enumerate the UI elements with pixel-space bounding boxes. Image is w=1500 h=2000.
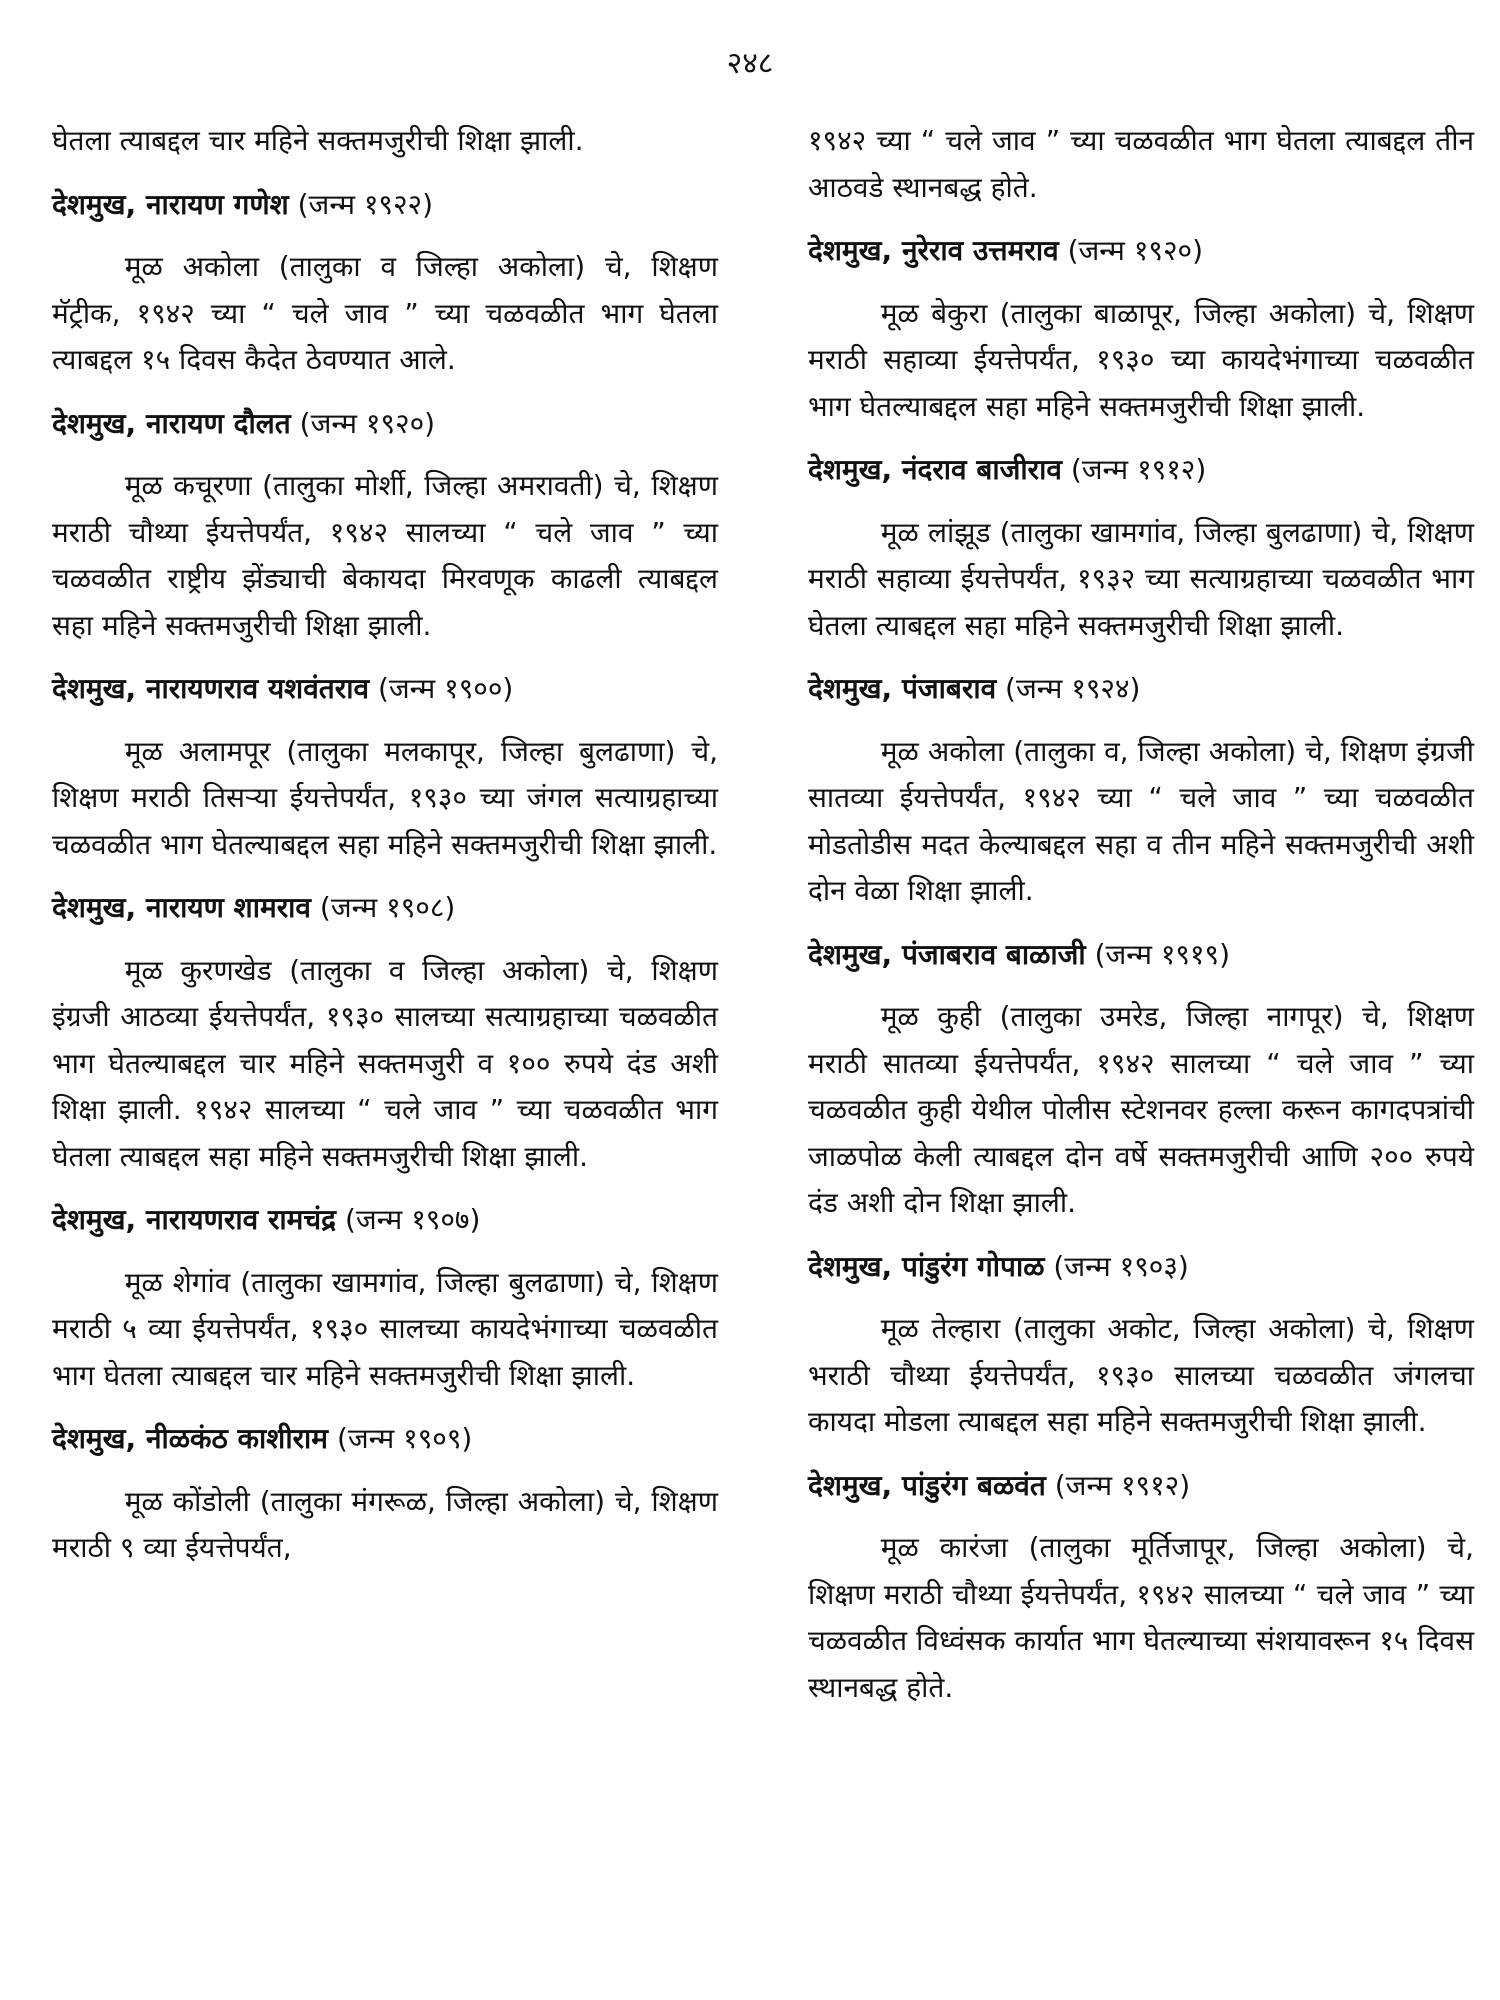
entry-name: देशमुख, नुरेराव उत्तमराव bbox=[808, 234, 1059, 267]
entry-birth: (जन्म १९२४) bbox=[1005, 672, 1141, 705]
entry-name: देशमुख, नारायण शामराव bbox=[52, 891, 311, 924]
entry-heading bbox=[52, 666, 718, 713]
left-column bbox=[52, 118, 718, 1572]
entry-birth: (जन्म १९०८) bbox=[319, 891, 456, 924]
right-column bbox=[808, 118, 1474, 1711]
entry-name: देशमुख, पंजाबराव बाळाजी bbox=[808, 937, 1086, 971]
entry-text: मूळ कोंडोली (तालुका मंगरूळ, जिल्हा अकोला) चे, शिक्षण मराठी ९ व्या ईयत्तेपर्यंत, bbox=[52, 1484, 718, 1564]
entry-text: मूळ तेल्हारा (तालुका अकोट, जिल्हा अकोला) चे, शिक्षण भराठी चौथ्या ईयत्तेपर्यंत, १९३० सालच्या चळवळीत जंगलचा कायदा मोडला त्याबद्दल सहा महिने सक्तमजुरीची शिक्षा झाली. bbox=[808, 1312, 1474, 1438]
entry-heading bbox=[808, 1244, 1474, 1291]
entry-name: देशमुख, नीळकंठ काशीराम bbox=[52, 1422, 329, 1455]
entry-text: मूळ अकोला (तालुका व, जिल्हा अकोला) चे, शिक्षण इंग्रजी सातव्या ईयत्तेपर्यंत, १९४२ च्या “ चले जाव ” च्या चळवळीत मोडतोडीस मदत केल्याबद्दल सहा व तीन महिने सक्तमजुरीची अशी दोन वेळा शिक्षा झाली. bbox=[808, 734, 1474, 907]
entry-birth: (जन्म १९२२) bbox=[297, 187, 434, 221]
entry-heading bbox=[52, 1416, 718, 1463]
entry-heading bbox=[52, 885, 718, 932]
entry-text: मूळ अकोला (तालुका व जिल्हा अकोला) चे, शिक्षण मॅट्रीक, १९४२ च्या “ चले जाव ” च्या चळवळीत भाग घेतला त्याबद्दल १५ दिवस कैदेत ठेवण्यात आले. bbox=[52, 250, 718, 376]
entry-heading bbox=[808, 666, 1474, 713]
entry-text: मूळ कुरणखेड (तालुका व जिल्हा अकोला) चे, शिक्षण इंग्रजी आठव्या ईयत्तेपर्यंत, १९३० सालच्या सत्याग्रहाच्या चळवळीत भाग घेतल्याबद्दल चार महिने सक्तमजुरी व १०० रुपये दंड अशी शिक्षा झाली. १९४२ सालच्या “ चले जाव ” च्या चळवळीत भाग घेतला त्याबद्दल सहा महिने सक्तमजुरीची शिक्षा झाली. bbox=[52, 953, 718, 1173]
continuation-text: १९४२ च्या “ चले जाव ” च्या चळवळीत भाग घेतला त्याबद्दल तीन आठवडे स्थानबद्ध होते. bbox=[808, 124, 1474, 204]
entry-name: देशमुख, नारायणराव यशवंतराव bbox=[52, 672, 370, 705]
entry-text: मूळ कचूरणा (तालुका मोर्शी, जिल्हा अमरावती) चे, शिक्षण मराठी चौथ्या ईयत्तेपर्यंत, १९४२ सालच्या “ चले जाव ” च्या चळवळीत राष्ट्रीय झेंड्याची बेकायदा मिरवणूक काढली त्याबद्दल सहा महिने सक्तमजुरीची शिक्षा झाली. bbox=[52, 469, 718, 642]
entry-birth: (जन्म १९१२) bbox=[1054, 1468, 1191, 1502]
entry-birth: (जन्म १९०७) bbox=[344, 1203, 481, 1236]
entry-birth: (जन्म १९१२) bbox=[1070, 453, 1207, 486]
entry-text: मूळ अलामपूर (तालुका मलकापूर, जिल्हा बुलढाणा) चे, शिक्षण मराठी तिसऱ्या ईयत्तेपर्यंत, १९३० च्या जंगल सत्याग्रहाच्या चळवळीत भाग घेतल्याबद्दल सहा महिने सक्तमजुरीची शिक्षा झाली. bbox=[52, 734, 718, 861]
entry-heading bbox=[808, 447, 1474, 494]
entry-heading bbox=[52, 1197, 718, 1244]
entry-heading bbox=[808, 228, 1474, 275]
entry-name: देशमुख, पंजाबराव bbox=[808, 672, 997, 705]
entry-text: मूळ शेगांव (तालुका खामगांव, जिल्हा बुलढाणा) चे, शिक्षण मराठी ५ व्या ईयत्तेपर्यंत, १९३० सालच्या कायदेभंगाच्या चळवळीत भाग घेतला त्याबद्दल चार महिने सक्तमजुरीची शिक्षा झाली. bbox=[52, 1265, 718, 1392]
entry-text: मूळ बेकुरा (तालुका बाळापूर, जिल्हा अकोला) चे, शिक्षण मराठी सहाव्या ईयत्तेपर्यंत, १९३० च्या कायदेभंगाच्या चळवळीत भाग घेतल्याबद्दल सहा महिने सक्तमजुरीची शिक्षा झाली. bbox=[808, 296, 1474, 423]
entry-heading bbox=[808, 932, 1474, 979]
entry-name: देशमुख, नंदराव बाजीराव bbox=[808, 453, 1062, 486]
page-number: २४८ bbox=[726, 46, 774, 81]
entry-name: देशमुख, नारायण गणेश bbox=[52, 187, 289, 221]
entry-text: मूळ लांझूड (तालुका खामगांव, जिल्हा बुलढाणा) चे, शिक्षण मराठी सहाव्या ईयत्तेपर्यंत, १९३२ च्या सत्याग्रहाच्या चळवळीत भाग घेतला त्याबद्दल सहा महिने सक्तमजुरीची शिक्षा झाली. bbox=[808, 515, 1474, 642]
continuation-text: घेतला त्याबद्दल चार महिने सक्तमजुरीची शिक्षा झाली. bbox=[52, 124, 584, 157]
entry-name: देशमुख, पांडुरंग गोपाळ bbox=[808, 1249, 1045, 1283]
entry-text: मूळ कुही (तालुका उमरेड, जिल्हा नागपूर) चे, शिक्षण मराठी सातव्या ईयत्तेपर्यंत, १९४२ सालच्या “ चले जाव ” च्या चळवळीत कुही येथील पोलीस स्टेशनवर हल्ला करून कागदपत्रांची जाळपोळ केली त्याबद्दल दोन वर्षे सक्तमजुरीची आणि २०० रुपये दंड अशी दोन शिक्षा झाली. bbox=[808, 1000, 1474, 1219]
entry-birth: (जन्म १९२०) bbox=[1067, 234, 1203, 267]
entry-name: देशमुख, पांडुरंग बळवंत bbox=[808, 1468, 1046, 1502]
entry-birth: (जन्म १९००) bbox=[377, 672, 514, 705]
entry-heading bbox=[808, 1463, 1474, 1510]
entry-name: देशमुख, नारायण दौलत bbox=[52, 406, 291, 440]
entry-name: देशमुख, नारायणराव रामचंद्र bbox=[52, 1203, 337, 1236]
entry-text: मूळ कारंजा (तालुका मूर्तिजापूर, जिल्हा अकोला) चे, शिक्षण मराठी चौथ्या ईयत्तेपर्यंत, १९४२ सालच्या “ चले जाव ” च्या चळवळीत विध्वंसक कार्यात भाग घेतल्याच्या संशयावरून १५ दिवस स्थानबद्ध होते. bbox=[808, 1531, 1474, 1704]
entry-birth: (जन्म १९०९) bbox=[336, 1422, 473, 1455]
entry-birth: (जन्म १९१९) bbox=[1094, 937, 1231, 971]
entry-birth: (जन्म १९०३) bbox=[1053, 1249, 1189, 1283]
entry-birth: (जन्म १९२०) bbox=[299, 406, 436, 440]
entry-heading bbox=[52, 401, 718, 448]
entry-heading bbox=[52, 182, 718, 229]
